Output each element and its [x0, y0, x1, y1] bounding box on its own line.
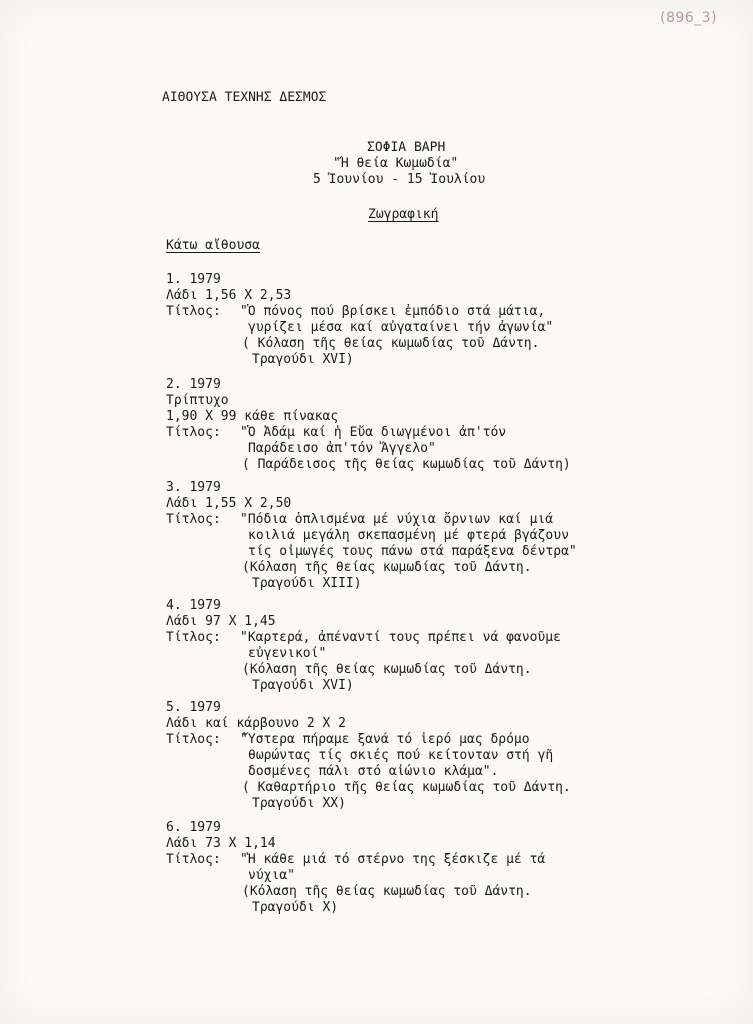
work-details: Τρίπτυχο: [166, 393, 229, 408]
work-source-line-row: [166, 457, 636, 473]
work-source-line: Τραγούδι X): [252, 900, 339, 915]
work-source-line-row: [166, 884, 636, 900]
title-label: Τίτλος:: [166, 732, 221, 747]
work-source-line-row: [166, 796, 636, 812]
section-heading: Ζωγραφική: [368, 207, 439, 222]
work-title-line: νύχια": [248, 868, 295, 883]
work-title-line: "Πόδια ὁπλισμένα μέ νύχια ὄρνιων καί μιά: [240, 512, 554, 527]
work-source-line: ( Καθαρτήριο τῆς θείας κωμωδίας τοῦ Δάντη.: [242, 780, 571, 795]
work-number-row: [166, 480, 636, 496]
work-title-line-row: [166, 512, 636, 528]
work-number-row: [166, 700, 636, 716]
work-details-row: [166, 393, 636, 409]
work-title-line-row: [166, 304, 636, 320]
work-title-line-row: [166, 852, 636, 868]
work-title-line: Παράδεισο ἀπ'τόν Ἄγγελο": [248, 441, 436, 456]
work-details-row: [166, 496, 636, 512]
work-entry: [166, 480, 636, 592]
work-number: 5. 1979: [166, 700, 221, 715]
work-details: Λάδι 73 X 1,14: [166, 836, 276, 851]
work-entry: [166, 377, 636, 473]
work-details-row: [166, 409, 636, 425]
work-source-line-row: [166, 576, 636, 592]
work-number: 2. 1979: [166, 377, 221, 392]
artist-name: ΣΟΦΙΑ ΒΑΡΗ: [367, 140, 446, 155]
work-title-line: "Ἡ κάθε μιά τό στέρνο της ξέσκιζε μέ τά: [240, 852, 546, 867]
work-details-row: [166, 288, 636, 304]
work-number-row: [166, 377, 636, 393]
work-source-line-row: [166, 780, 636, 796]
work-title-line-row: [166, 646, 636, 662]
work-title-line: εὐγενικοί": [248, 646, 327, 661]
work-source-line-row: [166, 900, 636, 916]
work-source-line-row: [166, 560, 636, 576]
work-title-line: κοιλιά μεγάλη σκεπασμένη μέ φτερά βγάζουν: [248, 528, 569, 543]
work-number: 6. 1979: [166, 820, 221, 835]
work-number: 1. 1979: [166, 272, 221, 287]
work-details: Λάδι 1,56 X 2,53: [166, 288, 292, 303]
work-number: 3. 1979: [166, 480, 221, 495]
title-label: Τίτλος:: [166, 630, 221, 645]
work-entry: [166, 820, 636, 916]
title-label: Τίτλος:: [166, 512, 221, 527]
work-number-row: [166, 272, 636, 288]
work-title-line-row: [166, 630, 636, 646]
work-source-line: (Κόλαση τῆς θείας κωμωδίας τοῦ Δάντη.: [242, 662, 532, 677]
work-title-line: "Ὁ πόνος πού βρίσκει ἐμπόδιο στά μάτια,: [240, 304, 546, 319]
work-title-line: δοσμένες πάλι στό αἰώνιο κλάμα".: [248, 764, 499, 779]
work-source-line: Τραγούδι XIII): [252, 576, 362, 591]
work-entry: [166, 598, 636, 694]
archive-reference-note: (896_3): [660, 10, 718, 26]
work-title-line: θωρώντας τίς σκιές πού κείτονταν στή γῆ: [248, 748, 554, 763]
work-source-line-row: [166, 352, 636, 368]
work-title-line-row: [166, 748, 636, 764]
title-label: Τίτλος:: [166, 425, 221, 440]
work-title-line-row: [166, 320, 636, 336]
title-label: Τίτλος:: [166, 304, 221, 319]
work-title-line-row: [166, 868, 636, 884]
work-details-row: [166, 836, 636, 852]
work-details-row: [166, 716, 636, 732]
work-title-line-row: [166, 764, 636, 780]
work-title-line: τίς οἰμωγές τους πάνω στά παράξενα δέντρα": [248, 544, 577, 559]
work-title-line: "Καρτερά, ἀπέναντί τους πρέπει νά φανοῦμε: [240, 630, 561, 645]
work-title-line-row: [166, 544, 636, 560]
work-title-line-row: [166, 425, 636, 441]
work-source-line-row: [166, 678, 636, 694]
exhibition-dates: 5 Ἰουνίου - 15 Ἰουλίου: [313, 172, 486, 187]
gallery-name: ΑΙΘΟΥΣΑ ΤΕΧΝΗΣ ΔΕΣΜΟΣ: [162, 90, 327, 105]
work-number: 4. 1979: [166, 598, 221, 613]
title-label: Τίτλος:: [166, 852, 221, 867]
work-entry: [166, 700, 636, 812]
work-source-line: Τραγούδι XVI): [252, 352, 354, 367]
work-number-row: [166, 598, 636, 614]
work-source-line: (Κόλαση τῆς θείας κωμωδίας τοῦ Δάντη.: [242, 560, 532, 575]
work-title-line-row: [166, 528, 636, 544]
work-title-line: "Ὕστερα πήραμε ξανά τό ἱερό μας δρόμο: [240, 732, 530, 747]
work-title-line: "Ὁ Ἀδάμ καί ἡ Εὔα διωγμένοι ἀπ'τόν: [240, 425, 507, 440]
work-number-row: [166, 820, 636, 836]
work-title-line-row: [166, 732, 636, 748]
room-heading: Κάτω αἴθουσα: [166, 238, 260, 253]
work-details: Λάδι καί κάρβουνο 2 X 2: [166, 716, 347, 731]
work-details: Λάδι 1,55 X 2,50: [166, 496, 292, 511]
exhibition-title: "Ή θεία Κωμωδία": [333, 156, 459, 171]
work-source-line: ( Κόλαση τῆς θείας κωμωδίας τοῦ Δάντη.: [242, 336, 540, 351]
work-source-line-row: [166, 662, 636, 678]
work-details: 1,90 X 99 κάθε πίνακας: [166, 409, 339, 424]
work-details: Λάδι 97 X 1,45: [166, 614, 276, 629]
work-title-line: γυρίζει μέσα καί αὐγαταίνει τήν ἀγωνία": [248, 320, 554, 335]
work-source-line: ( Παράδεισος τῆς θείας κωμωδίας τοῦ Δάντη): [242, 457, 571, 472]
work-details-row: [166, 614, 636, 630]
work-entry: [166, 272, 636, 368]
work-source-line: Τραγούδι XVI): [252, 678, 354, 693]
work-source-line-row: [166, 336, 636, 352]
work-source-line: Τραγούδι XX): [252, 796, 346, 811]
work-title-line-row: [166, 441, 636, 457]
work-source-line: (Κόλαση τῆς θείας κωμωδίας τοῦ Δάντη.: [242, 884, 532, 899]
